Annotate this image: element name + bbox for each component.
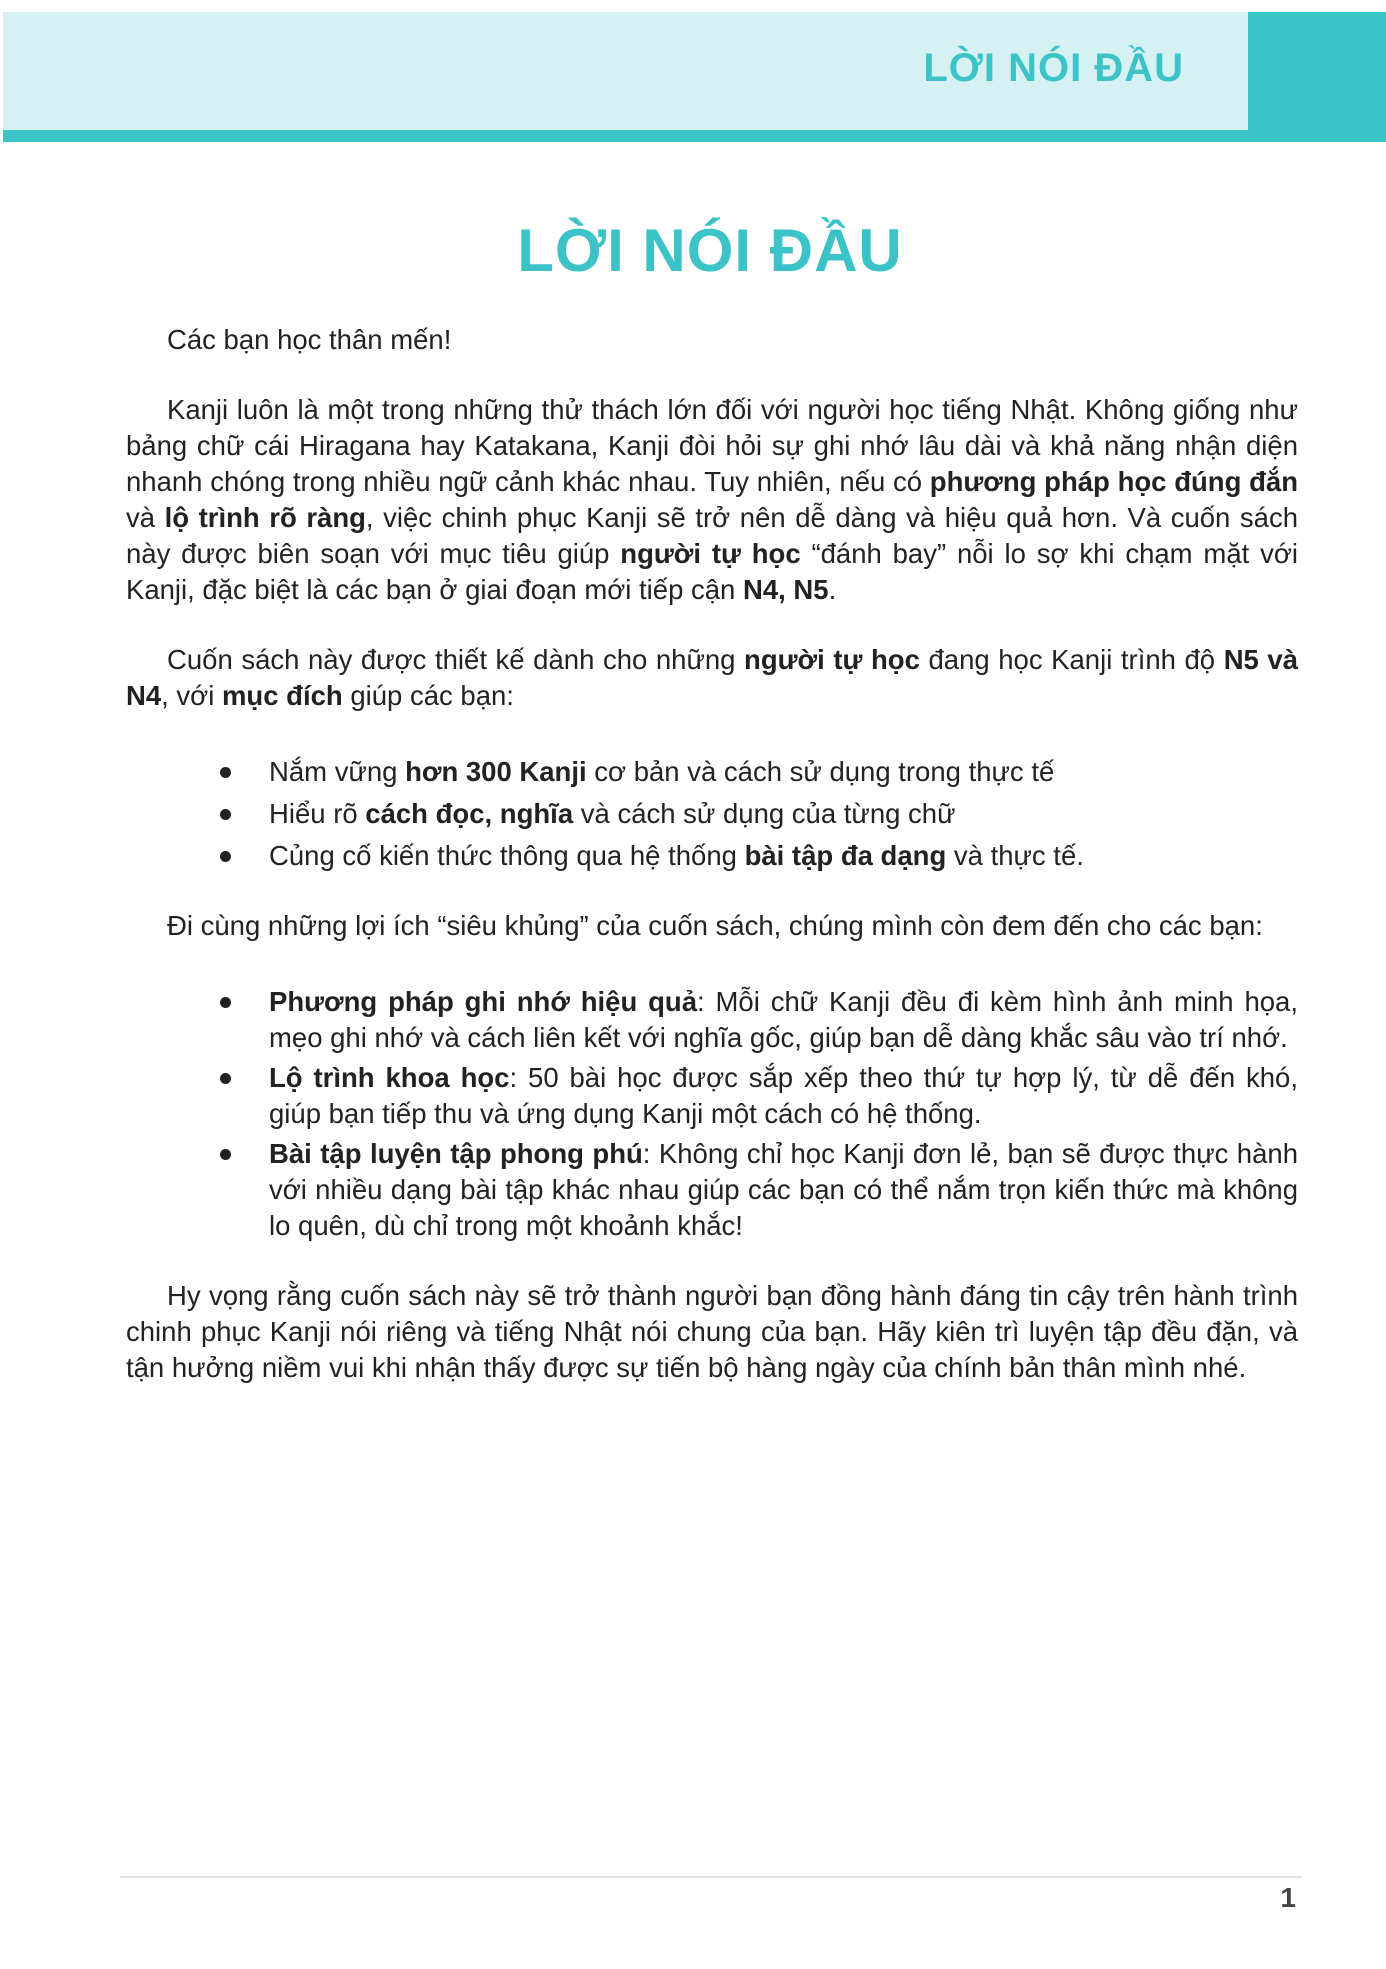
text-run: và cách sử dụng của từng chữ	[573, 798, 956, 829]
bullet-icon	[220, 1073, 231, 1084]
bold-text: N4, N5	[742, 574, 829, 605]
bold-text: phương pháp học đúng đắn	[929, 466, 1298, 497]
list-item	[126, 796, 1298, 832]
intro-paragraph	[126, 392, 1298, 608]
bold-text: lộ trình rõ ràng	[164, 502, 366, 533]
list-item	[126, 1136, 1298, 1244]
list-item	[126, 984, 1298, 1056]
text-run: Kanji luôn là một trong những thử thách lớn đối với người học tiếng Nhật. Không giống như bảng chữ cái Hiragana hay Katakana, Kanji đòi hỏi sự ghi nhớ lâu dài và khả năng nhận diện nhanh chóng trong nhiều ngữ cảnh khác nhau. Tuy nhiên, nếu có	[126, 394, 1298, 497]
text-run: , với	[161, 680, 222, 711]
page-number: 1	[1280, 1882, 1296, 1913]
text-run: cơ bản và cách sử dụng trong thực tế	[586, 756, 1055, 787]
text-run: Hy vọng rằng cuốn sách này sẽ trở thành người bạn đồng hành đáng tin cậy trên hành trình chinh phục Kanji nói riêng và tiếng Nhật nói chung của bạn. Hãy kiên trì luyện tập đều đặn, và tận hưởng niềm vui khi nhận thấy được sự tiến bộ hàng ngày của chính bản thân mình nhé.	[126, 1280, 1298, 1383]
text-run: “đánh bay” nỗi lo sợ khi chạm mặt với Kanji, đặc biệt là các bạn ở giai đoạn mới tiếp cận	[126, 538, 1298, 605]
text-run: và	[126, 502, 165, 533]
list-item	[126, 1060, 1298, 1132]
bullet-icon	[220, 809, 231, 820]
text-run: : Mỗi chữ Kanji đều đi kèm hình ảnh minh họa, mẹo ghi nhớ và cách liên kết với nghĩa gốc, giúp bạn dễ dàng khắc sâu vào trí nhớ.	[269, 986, 1298, 1053]
header-tab	[1248, 12, 1386, 142]
bold-text: hơn 300 Kanji	[405, 756, 587, 787]
closing-paragraph	[126, 1278, 1298, 1386]
bold-text: mục đích	[221, 680, 343, 711]
text-run: : 50 bài học được sắp xếp theo thứ tự hợp lý, từ dễ đến khó, giúp bạn tiếp thu và ứng dụng Kanji một cách có hệ thống.	[269, 1062, 1298, 1129]
bold-text: người tự học	[744, 644, 920, 675]
benefits-list	[126, 984, 1298, 1244]
text-run: Hiểu rõ	[269, 798, 366, 829]
text-run: : Không chỉ học Kanji đơn lẻ, bạn sẽ được thực hành với nhiều dạng bài tập khác nhau giúp các bạn có thể nắm trọn kiến thức mà không lo quên, dù chỉ trong một khoảnh khắc!	[269, 1138, 1298, 1241]
text-run: .	[828, 574, 837, 605]
text-run: giúp các bạn:	[342, 680, 514, 711]
text-run: và thực tế.	[946, 840, 1084, 871]
text-run: , việc chinh phục Kanji sẽ trở nên dễ dàng và hiệu quả hơn. Và cuốn sách này được biên soạn với mục tiêu giúp	[126, 502, 1298, 569]
bullet-icon	[220, 767, 231, 778]
bullet-icon	[220, 1149, 231, 1160]
greeting: Các bạn học thân mến!	[167, 324, 452, 355]
text-run: Đi cùng những lợi ích “siêu khủng” của cuốn sách, chúng mình còn đem đến cho các bạn:	[167, 910, 1263, 941]
header-underline	[3, 130, 1248, 142]
goals-list	[126, 754, 1298, 874]
bullet-icon	[220, 851, 231, 862]
running-title: LỜI NÓI ĐẦU	[923, 46, 1184, 90]
benefits-intro-paragraph	[126, 908, 1298, 944]
text-run: Củng cố kiến thức thông qua hệ thống	[269, 840, 745, 871]
bold-text: cách đọc, nghĩa	[365, 798, 574, 829]
page-title: LỜI NÓI ĐẦU	[517, 217, 903, 284]
text-run: Cuốn sách này được thiết kế dành cho những	[167, 644, 745, 675]
bullet-icon	[220, 997, 231, 1008]
text-run: Nắm vững	[269, 756, 406, 787]
bold-text: Bài tập luyện tập phong phú	[269, 1138, 643, 1169]
list-item	[126, 838, 1298, 874]
text-run: đang học Kanji trình độ	[919, 644, 1224, 675]
footer-rule	[120, 1876, 1302, 1878]
bold-text: N5 và N4	[126, 644, 1299, 711]
bold-text: Phương pháp ghi nhớ hiệu quả	[269, 986, 698, 1017]
bold-text: bài tập đa dạng	[744, 840, 947, 871]
bold-text: Lộ trình khoa học	[269, 1062, 510, 1093]
audience-paragraph	[126, 642, 1298, 714]
preface-body	[126, 322, 1298, 1386]
bold-text: người tự học	[620, 538, 801, 569]
list-item	[126, 754, 1298, 790]
